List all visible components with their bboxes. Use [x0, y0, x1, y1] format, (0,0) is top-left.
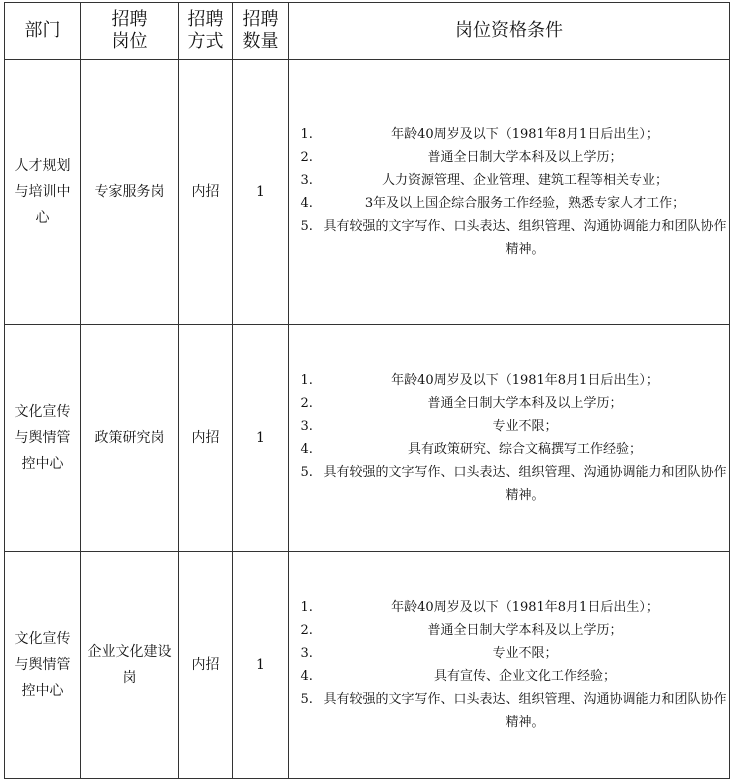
requirement-item: 2. 普通全日制大学本科及以上学历；: [317, 619, 729, 642]
header-post-text: 招聘岗位: [111, 9, 148, 52]
table-row: [5, 325, 730, 552]
post-cell: [81, 60, 179, 325]
requirement-item: 2. 普通全日制大学本科及以上学历；: [317, 146, 729, 169]
post-text: 专家服务岗: [94, 184, 165, 200]
recruitment-table: [4, 2, 730, 779]
requirement-item: 2. 普通全日制大学本科及以上学历；: [317, 392, 729, 415]
post-cell: [81, 552, 179, 779]
header-count-text: 招聘数量: [242, 9, 279, 52]
requirement-item: 4. 具有宣传、企业文化工作经验；: [317, 665, 729, 688]
dept-text: 人才规划与培训中心: [14, 158, 71, 226]
requirement-item: 5. 具有较强的文字写作、口头表达、组织管理、沟通协调能力和团队协作精神。: [317, 215, 729, 261]
requirement-item: 4. 3年及以上国企综合服务工作经验，熟悉专家人才工作；: [317, 192, 729, 215]
header-dept: 部门: [5, 3, 81, 60]
method-cell: 内招: [179, 60, 233, 325]
requirements-list: [289, 369, 729, 507]
table-row: [5, 552, 730, 779]
requirements-cell: [289, 552, 730, 779]
requirement-item: 4. 具有政策研究、综合文稿撰写工作经验；: [317, 438, 729, 461]
header-count: [233, 3, 289, 60]
method-cell: 内招: [179, 552, 233, 779]
header-method-text: 招聘方式: [187, 9, 224, 52]
post-cell: [81, 325, 179, 552]
requirement-item: 3. 专业不限；: [317, 415, 729, 438]
requirements-list: [289, 596, 729, 734]
post-text: 企业文化建设岗: [87, 644, 172, 686]
dept-text: 文化宣传与舆情管控中心: [14, 404, 71, 472]
requirements-list: [289, 123, 729, 261]
requirement-item: 5. 具有较强的文字写作、口头表达、组织管理、沟通协调能力和团队协作精神。: [317, 688, 729, 734]
post-text: 政策研究岗: [94, 430, 165, 446]
requirement-item: 1. 年龄40周岁及以下（1981年8月1日后出生）；: [317, 123, 729, 146]
count-cell: 1: [233, 325, 289, 552]
requirements-cell: [289, 60, 730, 325]
requirement-item: 5. 具有较强的文字写作、口头表达、组织管理、沟通协调能力和团队协作精神。: [317, 461, 729, 507]
header-method: [179, 3, 233, 60]
dept-cell: [5, 60, 81, 325]
count-cell: 1: [233, 552, 289, 779]
requirements-cell: [289, 325, 730, 552]
requirement-item: 1. 年龄40周岁及以下（1981年8月1日后出生）；: [317, 369, 729, 392]
header-post: [81, 3, 179, 60]
requirement-item: 3. 专业不限；: [317, 642, 729, 665]
count-cell: 1: [233, 60, 289, 325]
header-row: [5, 3, 730, 60]
requirement-item: 1. 年龄40周岁及以下（1981年8月1日后出生）；: [317, 596, 729, 619]
header-requirements: 岗位资格条件: [289, 3, 730, 60]
table-row: [5, 60, 730, 325]
method-cell: 内招: [179, 325, 233, 552]
dept-cell: [5, 325, 81, 552]
dept-text: 文化宣传与舆情管控中心: [14, 631, 71, 699]
requirement-item: 3. 人力资源管理、企业管理、建筑工程等相关专业；: [317, 169, 729, 192]
dept-cell: [5, 552, 81, 779]
